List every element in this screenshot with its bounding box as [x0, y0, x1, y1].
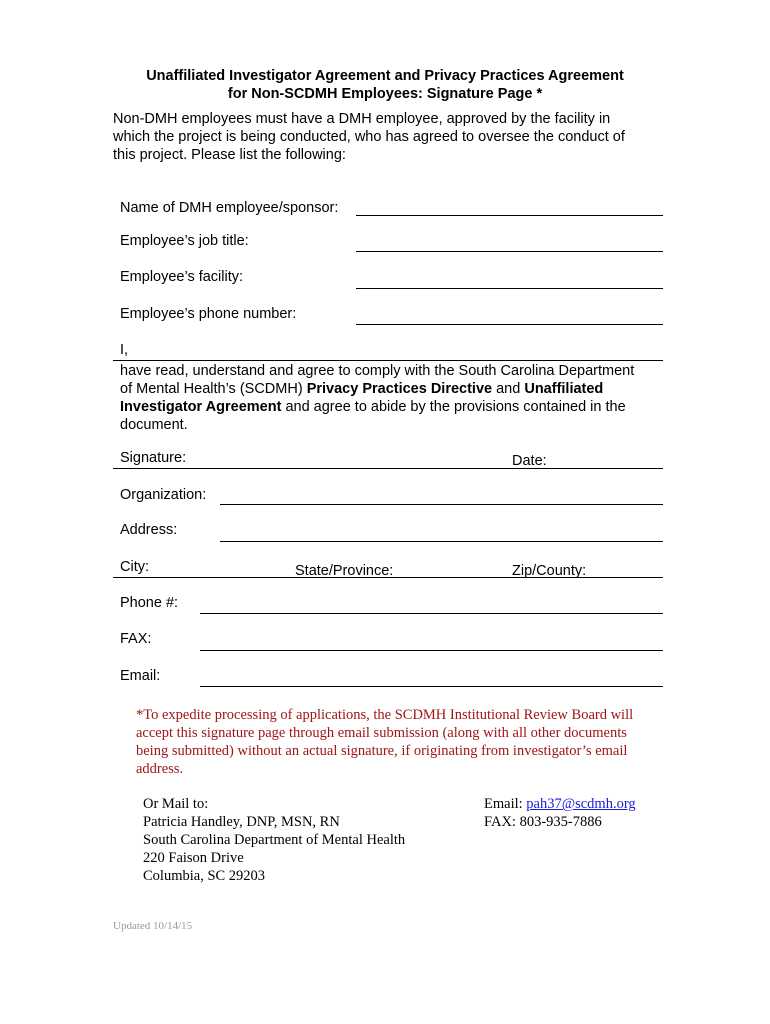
phone-input[interactable]: [202, 594, 660, 612]
fax-input[interactable]: [202, 630, 660, 648]
mail-city: Columbia, SC 29203: [143, 868, 266, 884]
mail-street: 220 Faison Drive: [143, 850, 244, 866]
address-label: Address:: [120, 522, 178, 538]
intro-line-1: Non-DMH employees must have a DMH employee, approved by the facility in: [113, 111, 611, 127]
agreement-line-4: document.: [120, 417, 188, 433]
address-input[interactable]: [222, 521, 660, 539]
agreement-line-2-and: and: [492, 381, 525, 397]
unaffiliated-text: Unaffiliated: [524, 381, 604, 397]
contact-block: [484, 795, 684, 831]
agreement-line-2: [120, 380, 665, 398]
contact-fax: FAX: 803-935-7886: [484, 814, 602, 830]
note-line-2: accept this signature page through email submission (along with all other documents: [136, 725, 627, 741]
date-input[interactable]: [555, 449, 660, 467]
email-label: Email:: [120, 668, 161, 684]
sponsor-phone-label: Employee’s phone number:: [120, 306, 297, 322]
title-line-1: Unaffiliated Investigator Agreement and Privacy Practices Agreement: [146, 68, 624, 84]
fax-line: [200, 650, 663, 651]
address-line: [220, 541, 663, 542]
note-line-3: being submitted) without an actual signature, if originating from investigator’s email: [136, 743, 628, 759]
contact-email-link[interactable]: pah37@scdmh.org: [526, 796, 636, 812]
investigator-name-input[interactable]: [135, 341, 660, 359]
facility-label: Employee’s facility:: [120, 269, 244, 285]
phone-label: Phone #:: [120, 595, 179, 611]
state-label: State/Province:: [295, 563, 394, 579]
mail-heading: Or Mail to:: [143, 796, 209, 812]
expedite-note: [136, 706, 666, 778]
email-input[interactable]: [202, 667, 660, 685]
mail-address-block: [143, 795, 463, 885]
facility-input[interactable]: [357, 268, 662, 286]
sponsor-name-input[interactable]: [357, 196, 662, 214]
zip-input[interactable]: [592, 558, 660, 576]
organization-label: Organization:: [120, 487, 207, 503]
agreement-line-2-text: of Mental Health’s (SCDMH): [120, 381, 307, 397]
updated-date: Updated 10/14/15: [113, 920, 193, 932]
signature-input[interactable]: [196, 449, 496, 467]
job-title-label: Employee’s job title:: [120, 233, 249, 249]
city-line: [113, 577, 663, 578]
investigator-agreement-text: Investigator Agreement: [120, 399, 282, 415]
fax-label: FAX:: [120, 631, 152, 647]
sponsor-name-line: [356, 215, 663, 216]
organization-line: [220, 504, 663, 505]
facility-line: [356, 288, 663, 289]
note-line-4: address.: [136, 761, 184, 777]
title-line-2: for Non-SCDMH Employees: Signature Page *: [227, 86, 543, 102]
signature-label: Signature:: [120, 450, 187, 466]
zip-label: Zip/County:: [512, 563, 587, 579]
city-input[interactable]: [158, 558, 288, 576]
sponsor-phone-line: [356, 324, 663, 325]
agreement-paragraph: [120, 362, 665, 434]
sponsor-name-label: Name of DMH employee/sponsor:: [120, 200, 339, 216]
note-line-1: *To expedite processing of applications, the SCDMH Institutional Review Board will: [136, 707, 634, 723]
phone-line: [200, 613, 663, 614]
agreement-line-3: [120, 398, 665, 416]
contact-email: [484, 795, 684, 813]
organization-input[interactable]: [222, 485, 660, 503]
sponsor-phone-input[interactable]: [357, 305, 662, 323]
investigator-name-line: [113, 360, 663, 361]
city-label: City:: [120, 559, 149, 575]
state-input[interactable]: [400, 558, 505, 576]
agreement-line-1: have read, understand and agree to comply with the South Carolina Department: [120, 363, 635, 379]
intro-paragraph: [113, 110, 673, 164]
agreement-line-3-text: and agree to abide by the provisions contained in the: [281, 399, 626, 415]
job-title-input[interactable]: [357, 232, 662, 250]
date-label: Date:: [512, 453, 547, 469]
privacy-practices-directive: Privacy Practices Directive: [306, 381, 493, 397]
intro-line-3: this project. Please list the following:: [113, 147, 346, 163]
job-title-line: [356, 251, 663, 252]
mail-recipient: Patricia Handley, DNP, MSN, RN: [143, 814, 340, 830]
contact-email-label: Email:: [484, 796, 527, 812]
page-title: [0, 67, 770, 103]
signature-line: [113, 468, 663, 469]
agreement-i-label: I,: [120, 342, 129, 358]
email-line: [200, 686, 663, 687]
mail-organization: South Carolina Department of Mental Health: [143, 832, 406, 848]
intro-line-2: which the project is being conducted, who has agreed to oversee the conduct of: [113, 129, 625, 145]
